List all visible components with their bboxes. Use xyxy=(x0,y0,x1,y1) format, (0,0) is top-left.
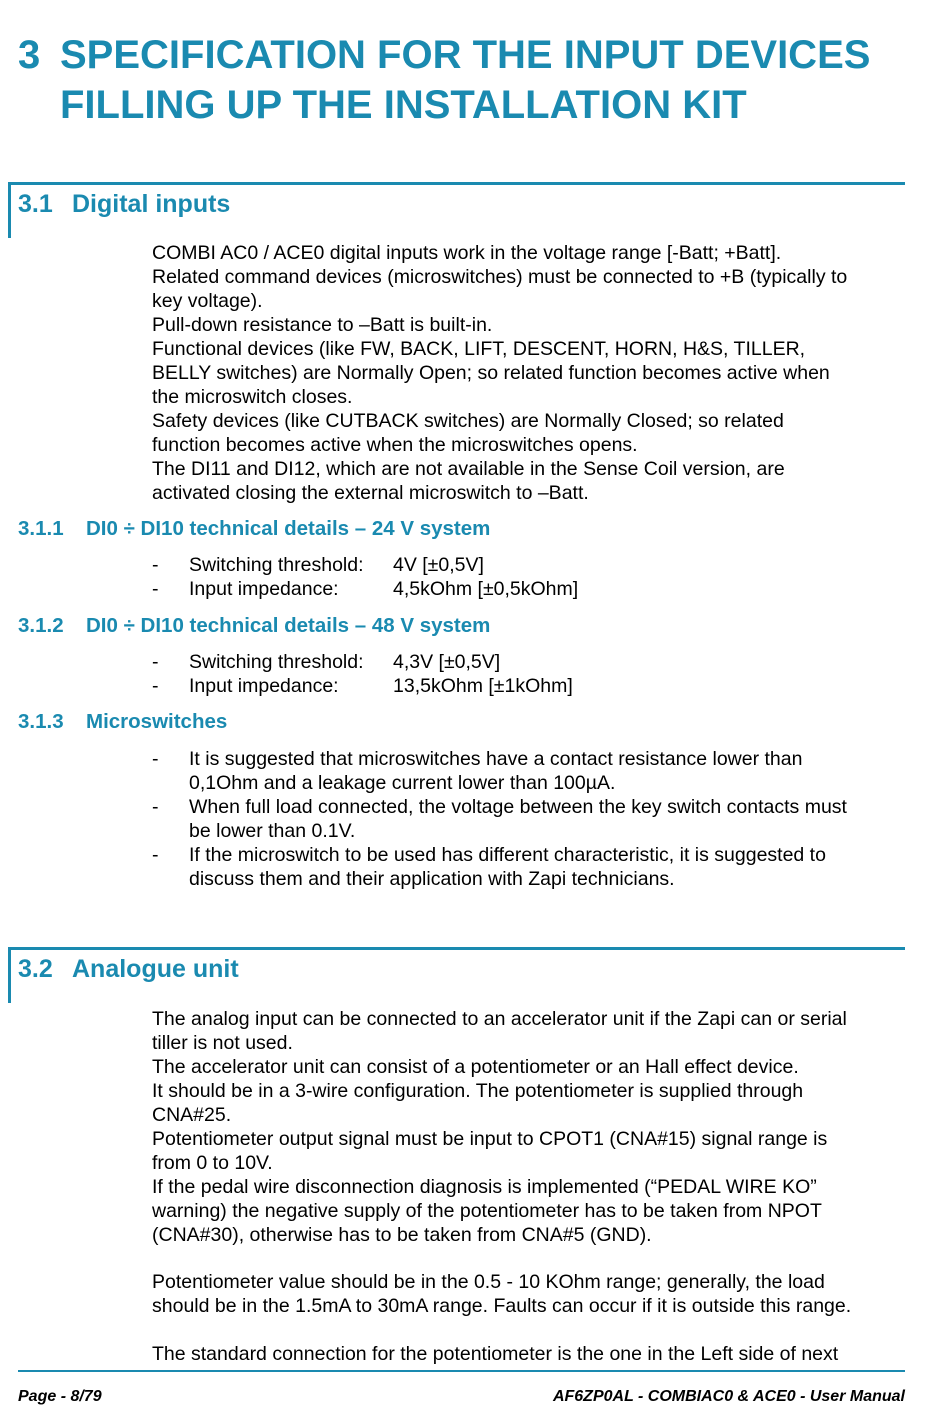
details-48v-list xyxy=(152,650,912,698)
analogue-paragraph-1 xyxy=(152,1007,912,1247)
paragraph-line: If the pedal wire disconnection diagnosis is implemented (“PEDAL WIRE KO” xyxy=(152,1176,817,1198)
dash: - xyxy=(152,796,159,818)
bullet-line: When full load connected, the voltage between the key switch contacts must xyxy=(189,796,847,818)
dash: - xyxy=(152,554,159,576)
paragraph-line: Safety devices (like CUTBACK switches) are Normally Closed; so related xyxy=(152,410,784,432)
detail-value: 4V [±0,5V] xyxy=(393,554,484,576)
paragraph-line: activated closing the external microswitch to –Batt. xyxy=(152,482,589,504)
section-number: 3.1 xyxy=(18,190,53,218)
bullet-line: be lower than 0.1V. xyxy=(189,820,356,842)
footer-rule xyxy=(18,1370,905,1372)
microswitches-list xyxy=(152,747,912,891)
subsection-title: DI0 ÷ DI10 technical details – 48 V system xyxy=(86,614,491,637)
paragraph-line: The DI11 and DI12, which are not available in the Sense Coil version, are xyxy=(152,458,785,480)
detail-value: 13,5kOhm [±1kOhm] xyxy=(393,675,573,697)
section-rule xyxy=(8,182,905,185)
bullet-line: If the microswitch to be used has different characteristic, it is suggested to xyxy=(189,844,826,866)
subsection-title: DI0 ÷ DI10 technical details – 24 V system xyxy=(86,517,491,540)
list-item xyxy=(152,650,912,674)
dash: - xyxy=(152,844,159,866)
list-item xyxy=(152,577,912,601)
page-number: Page - 8/79 xyxy=(18,1388,102,1405)
subsection-title: Microswitches xyxy=(86,710,228,733)
list-item xyxy=(152,553,912,577)
section-3-2-heading xyxy=(8,947,905,1003)
dash: - xyxy=(152,578,159,600)
chapter-number: 3 xyxy=(18,33,41,77)
list-item xyxy=(152,674,912,698)
dash: - xyxy=(152,651,159,673)
paragraph-line: the microswitch closes. xyxy=(152,386,353,408)
section-rule xyxy=(8,947,905,950)
paragraph-line: CNA#25. xyxy=(152,1104,232,1126)
paragraph-line: Potentiometer output signal must be input to CPOT1 (CNA#15) signal range is xyxy=(152,1128,828,1150)
section-side-rule xyxy=(8,947,11,1003)
paragraph-line: Pull-down resistance to –Batt is built-in. xyxy=(152,314,493,336)
paragraph-line: warning) the negative supply of the potentiometer has to be taken from NPOT xyxy=(152,1200,822,1222)
paragraph-line: key voltage). xyxy=(152,290,263,312)
analogue-paragraph-2 xyxy=(152,1270,912,1318)
paragraph-line: The standard connection for the potentiometer is the one in the Left side of next xyxy=(152,1343,839,1365)
details-24v-list xyxy=(152,553,912,601)
section-side-rule xyxy=(8,182,11,238)
detail-key: Switching threshold: xyxy=(189,554,364,576)
paragraph-line: should be in the 1.5mA to 30mA range. Faults can occur if it is outside this range. xyxy=(152,1295,852,1317)
section-title: Digital inputs xyxy=(72,190,231,218)
paragraph-line: from 0 to 10V. xyxy=(152,1152,273,1174)
list-item xyxy=(152,843,912,891)
paragraph-line: Related command devices (microswitches) must be connected to +B (typically to xyxy=(152,266,848,288)
detail-value: 4,3V [±0,5V] xyxy=(393,651,501,673)
section-title: Analogue unit xyxy=(72,955,239,983)
paragraph-line: (CNA#30), otherwise has to be taken from CNA#5 (GND). xyxy=(152,1224,652,1246)
subsection-number: 3.1.1 xyxy=(18,517,64,540)
paragraph-line: Functional devices (like FW, BACK, LIFT, DESCENT, HORN, H&S, TILLER, xyxy=(152,338,806,360)
detail-key: Input impedance: xyxy=(189,675,339,697)
paragraph-line: It should be in a 3-wire configuration. The potentiometer is supplied through xyxy=(152,1080,804,1102)
paragraph-line: BELLY switches) are Normally Open; so related function becomes active when xyxy=(152,362,830,384)
list-item xyxy=(152,747,912,795)
analogue-paragraph-3 xyxy=(152,1342,912,1366)
detail-key: Input impedance: xyxy=(189,578,339,600)
document-title: AF6ZP0AL - COMBIAC0 & ACE0 - User Manual xyxy=(552,1388,905,1405)
dash: - xyxy=(152,675,159,697)
section-number: 3.2 xyxy=(18,955,53,983)
paragraph-line: COMBI AC0 / ACE0 digital inputs work in the voltage range [-Batt; +Batt]. xyxy=(152,242,782,264)
dash: - xyxy=(152,748,159,770)
detail-value: 4,5kOhm [±0,5kOhm] xyxy=(393,578,579,600)
subsection-number: 3.1.3 xyxy=(18,710,64,733)
list-item xyxy=(152,795,912,843)
paragraph-line: The accelerator unit can consist of a potentiometer or an Hall effect device. xyxy=(152,1056,799,1078)
paragraph-line: tiller is not used. xyxy=(152,1032,293,1054)
paragraph-line: Potentiometer value should be in the 0.5 - 10 KOhm range; generally, the load xyxy=(152,1271,825,1293)
bullet-line: discuss them and their application with Zapi technicians. xyxy=(189,868,675,890)
paragraph-line: The analog input can be connected to an accelerator unit if the Zapi can or serial xyxy=(152,1008,847,1030)
chapter-title-line2: FILLING UP THE INSTALLATION KIT xyxy=(60,83,747,127)
section-3-1-heading xyxy=(8,182,905,238)
chapter-title-line1: SPECIFICATION FOR THE INPUT DEVICES xyxy=(60,33,871,77)
detail-key: Switching threshold: xyxy=(189,651,364,673)
subsection-number: 3.1.2 xyxy=(18,614,64,637)
digital-inputs-paragraph xyxy=(152,241,912,505)
bullet-line: 0,1Ohm and a leakage current lower than 100µA. xyxy=(189,772,616,794)
bullet-line: It is suggested that microswitches have a contact resistance lower than xyxy=(189,748,803,770)
paragraph-line: function becomes active when the microswitches opens. xyxy=(152,434,638,456)
